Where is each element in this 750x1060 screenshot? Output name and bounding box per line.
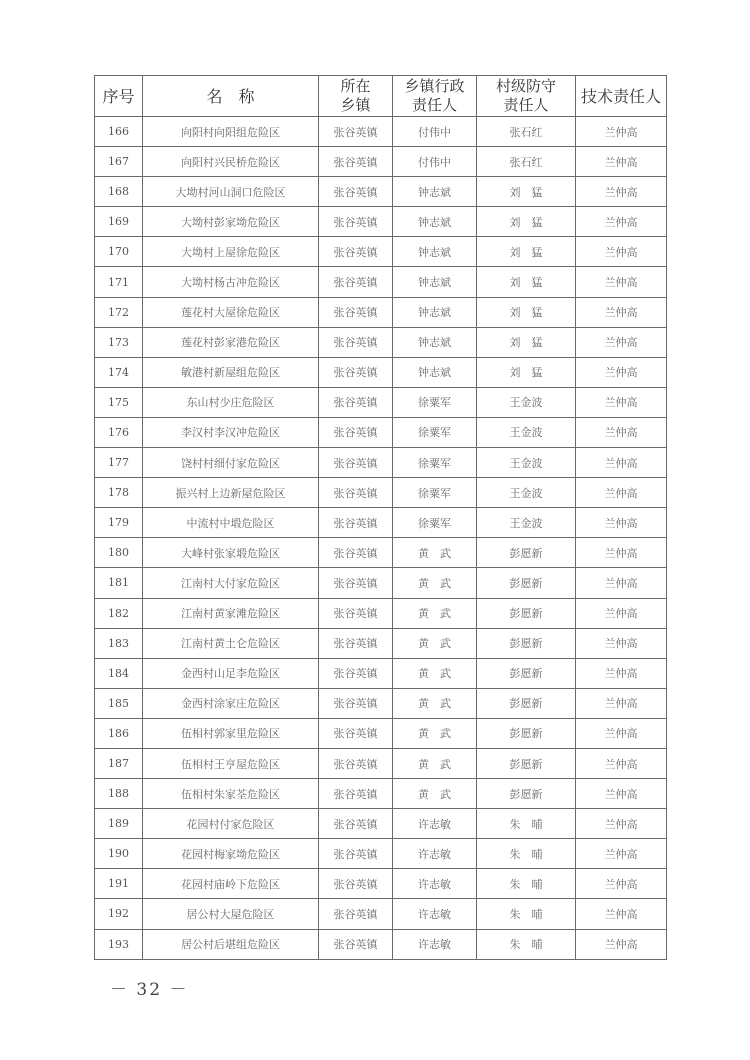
cell-town: 张谷英镇 [319,538,393,568]
cell-town: 张谷英镇 [319,779,393,809]
table-row [95,478,667,508]
cell-index: 181 [95,568,143,598]
table-row [95,448,667,478]
cell-town: 张谷英镇 [319,478,393,508]
cell-index: 166 [95,117,143,147]
cell-name: 饶村村细付家危险区 [143,448,319,478]
cell-village: 刘 猛 [477,357,576,387]
cell-town: 张谷英镇 [319,448,393,478]
cell-name: 大坳村上屋徐危险区 [143,237,319,267]
cell-admin: 钟志斌 [393,297,477,327]
cell-admin: 许志敏 [393,839,477,869]
header-town-line2: 乡镇 [340,96,371,114]
cell-town: 张谷英镇 [319,718,393,748]
cell-village: 刘 猛 [477,267,576,297]
cell-admin: 黄 武 [393,538,477,568]
cell-village: 朱 晡 [477,809,576,839]
cell-tech: 兰仲高 [576,508,667,538]
cell-village: 彭愿新 [477,568,576,598]
table-row [95,237,667,267]
cell-town: 张谷英镇 [319,748,393,778]
cell-admin: 黄 武 [393,598,477,628]
cell-tech: 兰仲高 [576,177,667,207]
cell-tech: 兰仲高 [576,658,667,688]
table-row [95,387,667,417]
cell-name: 敏港村新屋组危险区 [143,357,319,387]
cell-index: 168 [95,177,143,207]
cell-admin: 许志敏 [393,929,477,959]
cell-index: 176 [95,417,143,447]
cell-name: 花园村梅家坳危险区 [143,839,319,869]
table-row [95,839,667,869]
cell-admin: 黄 武 [393,748,477,778]
cell-town: 张谷英镇 [319,929,393,959]
cell-index: 167 [95,147,143,177]
cell-tech: 兰仲高 [576,598,667,628]
cell-admin: 钟志斌 [393,237,477,267]
cell-village: 刘 猛 [477,297,576,327]
cell-village: 刘 猛 [477,177,576,207]
cell-index: 180 [95,538,143,568]
cell-village: 王金波 [477,387,576,417]
cell-admin: 徐粟军 [393,387,477,417]
cell-name: 李汉村李汉冲危险区 [143,417,319,447]
cell-town: 张谷英镇 [319,688,393,718]
cell-index: 184 [95,658,143,688]
cell-index: 172 [95,297,143,327]
cell-name: 伍相村王亨屋危险区 [143,748,319,778]
cell-tech: 兰仲高 [576,929,667,959]
page-number: － 32 － [110,980,189,1000]
cell-name: 江南村黄土仑危险区 [143,628,319,658]
table-row [95,207,667,237]
cell-village: 王金波 [477,478,576,508]
cell-admin: 黄 武 [393,568,477,598]
cell-name: 居公村后堪组危险区 [143,929,319,959]
cell-village: 彭愿新 [477,598,576,628]
cell-name: 江南村大付家危险区 [143,568,319,598]
header-tech: 技术责任人 [576,76,667,117]
cell-tech: 兰仲高 [576,899,667,929]
cell-village: 朱 晡 [477,839,576,869]
cell-village: 彭愿新 [477,779,576,809]
table-row [95,267,667,297]
cell-name: 大坳村杨古冲危险区 [143,267,319,297]
cell-village: 彭愿新 [477,538,576,568]
cell-town: 张谷英镇 [319,809,393,839]
cell-name: 江南村黄家滩危险区 [143,598,319,628]
cell-index: 169 [95,207,143,237]
table-header [95,76,667,117]
table-row [95,117,667,147]
table-row [95,538,667,568]
cell-admin: 黄 武 [393,718,477,748]
header-admin-line1: 乡镇行政 [404,77,465,95]
cell-name: 金西村山足李危险区 [143,658,319,688]
table-row [95,658,667,688]
cell-tech: 兰仲高 [576,297,667,327]
table-row [95,899,667,929]
cell-admin: 钟志斌 [393,267,477,297]
header-admin [393,76,477,117]
cell-index: 182 [95,598,143,628]
cell-town: 张谷英镇 [319,357,393,387]
cell-admin: 黄 武 [393,658,477,688]
cell-tech: 兰仲高 [576,117,667,147]
cell-index: 187 [95,748,143,778]
cell-tech: 兰仲高 [576,327,667,357]
cell-index: 188 [95,779,143,809]
header-admin-line2: 责任人 [411,96,457,114]
cell-name: 中流村中塅危险区 [143,508,319,538]
cell-index: 189 [95,809,143,839]
table-body [95,117,667,960]
cell-name: 东山村少庄危险区 [143,387,319,417]
cell-tech: 兰仲高 [576,568,667,598]
cell-village: 彭愿新 [477,658,576,688]
header-index: 序号 [95,76,143,117]
cell-admin: 黄 武 [393,628,477,658]
cell-admin: 徐粟军 [393,478,477,508]
cell-village: 彭愿新 [477,718,576,748]
cell-admin: 付伟中 [393,147,477,177]
cell-name: 向阳村向阳组危险区 [143,117,319,147]
cell-index: 175 [95,387,143,417]
cell-village: 彭愿新 [477,748,576,778]
cell-name: 莲花村彭家港危险区 [143,327,319,357]
cell-name: 金西村涂家庄危险区 [143,688,319,718]
cell-village: 王金波 [477,417,576,447]
cell-tech: 兰仲高 [576,718,667,748]
header-town [319,76,393,117]
cell-admin: 黄 武 [393,779,477,809]
table-row [95,508,667,538]
cell-town: 张谷英镇 [319,207,393,237]
cell-admin: 付伟中 [393,117,477,147]
danger-zone-table [94,75,667,960]
table-row [95,628,667,658]
cell-admin: 许志敏 [393,899,477,929]
cell-name: 莲花村大屋徐危险区 [143,297,319,327]
cell-tech: 兰仲高 [576,688,667,718]
header-village-line1: 村级防守 [495,77,556,95]
cell-admin: 钟志斌 [393,327,477,357]
cell-index: 173 [95,327,143,357]
table-row [95,357,667,387]
cell-tech: 兰仲高 [576,357,667,387]
cell-village: 朱 晡 [477,869,576,899]
cell-village: 彭愿新 [477,628,576,658]
cell-admin: 钟志斌 [393,177,477,207]
cell-index: 183 [95,628,143,658]
table-row [95,147,667,177]
table-row [95,568,667,598]
cell-tech: 兰仲高 [576,207,667,237]
cell-village: 刘 猛 [477,327,576,357]
cell-town: 张谷英镇 [319,177,393,207]
cell-index: 174 [95,357,143,387]
header-village [477,76,576,117]
cell-tech: 兰仲高 [576,417,667,447]
cell-village: 彭愿新 [477,688,576,718]
cell-town: 张谷英镇 [319,658,393,688]
table-row [95,297,667,327]
table-row [95,718,667,748]
cell-town: 张谷英镇 [319,147,393,177]
cell-index: 186 [95,718,143,748]
cell-tech: 兰仲高 [576,478,667,508]
cell-name: 居公村大屋危险区 [143,899,319,929]
cell-index: 185 [95,688,143,718]
cell-town: 张谷英镇 [319,327,393,357]
cell-village: 刘 猛 [477,237,576,267]
cell-village: 张石红 [477,147,576,177]
cell-tech: 兰仲高 [576,267,667,297]
cell-name: 花园村庙岭下危险区 [143,869,319,899]
cell-admin: 徐粟军 [393,448,477,478]
cell-town: 张谷英镇 [319,417,393,447]
cell-tech: 兰仲高 [576,448,667,478]
cell-index: 192 [95,899,143,929]
cell-index: 190 [95,839,143,869]
cell-tech: 兰仲高 [576,387,667,417]
cell-tech: 兰仲高 [576,237,667,267]
cell-village: 王金波 [477,448,576,478]
cell-admin: 钟志斌 [393,207,477,237]
cell-village: 朱 晡 [477,929,576,959]
cell-index: 170 [95,237,143,267]
cell-name: 振兴村上边新屋危险区 [143,478,319,508]
cell-town: 张谷英镇 [319,899,393,929]
cell-village: 刘 猛 [477,207,576,237]
cell-admin: 徐粟军 [393,417,477,447]
cell-index: 179 [95,508,143,538]
cell-town: 张谷英镇 [319,598,393,628]
header-row [95,76,667,117]
cell-town: 张谷英镇 [319,568,393,598]
table-row [95,417,667,447]
cell-town: 张谷英镇 [319,297,393,327]
table-row [95,809,667,839]
cell-village: 朱 晡 [477,899,576,929]
cell-town: 张谷英镇 [319,117,393,147]
cell-admin: 许志敏 [393,869,477,899]
cell-tech: 兰仲高 [576,748,667,778]
cell-town: 张谷英镇 [319,387,393,417]
cell-admin: 许志敏 [393,809,477,839]
cell-village: 王金波 [477,508,576,538]
header-name: 名 称 [143,76,319,117]
cell-tech: 兰仲高 [576,147,667,177]
table-row [95,869,667,899]
header-village-line2: 责任人 [503,96,549,114]
cell-admin: 徐粟军 [393,508,477,538]
header-town-line1: 所在 [340,77,371,95]
cell-tech: 兰仲高 [576,628,667,658]
cell-town: 张谷英镇 [319,839,393,869]
cell-index: 171 [95,267,143,297]
cell-name: 伍相村朱家荃危险区 [143,779,319,809]
cell-index: 178 [95,478,143,508]
cell-name: 大峰村张家塅危险区 [143,538,319,568]
table-row [95,779,667,809]
cell-town: 张谷英镇 [319,628,393,658]
cell-index: 193 [95,929,143,959]
cell-tech: 兰仲高 [576,869,667,899]
cell-town: 张谷英镇 [319,869,393,899]
table-row [95,598,667,628]
cell-index: 191 [95,869,143,899]
cell-tech: 兰仲高 [576,839,667,869]
cell-tech: 兰仲高 [576,538,667,568]
cell-town: 张谷英镇 [319,237,393,267]
cell-name: 大坳村河山洞口危险区 [143,177,319,207]
cell-town: 张谷英镇 [319,508,393,538]
cell-name: 向阳村兴民桥危险区 [143,147,319,177]
cell-admin: 钟志斌 [393,357,477,387]
table-row [95,177,667,207]
cell-index: 177 [95,448,143,478]
table-row [95,748,667,778]
table-row [95,688,667,718]
cell-tech: 兰仲高 [576,779,667,809]
cell-name: 伍相村郭家里危险区 [143,718,319,748]
cell-tech: 兰仲高 [576,809,667,839]
table-row [95,327,667,357]
cell-admin: 黄 武 [393,688,477,718]
table-row [95,929,667,959]
cell-town: 张谷英镇 [319,267,393,297]
cell-name: 花园村付家危险区 [143,809,319,839]
cell-village: 张石红 [477,117,576,147]
cell-name: 大坳村彭家坳危险区 [143,207,319,237]
